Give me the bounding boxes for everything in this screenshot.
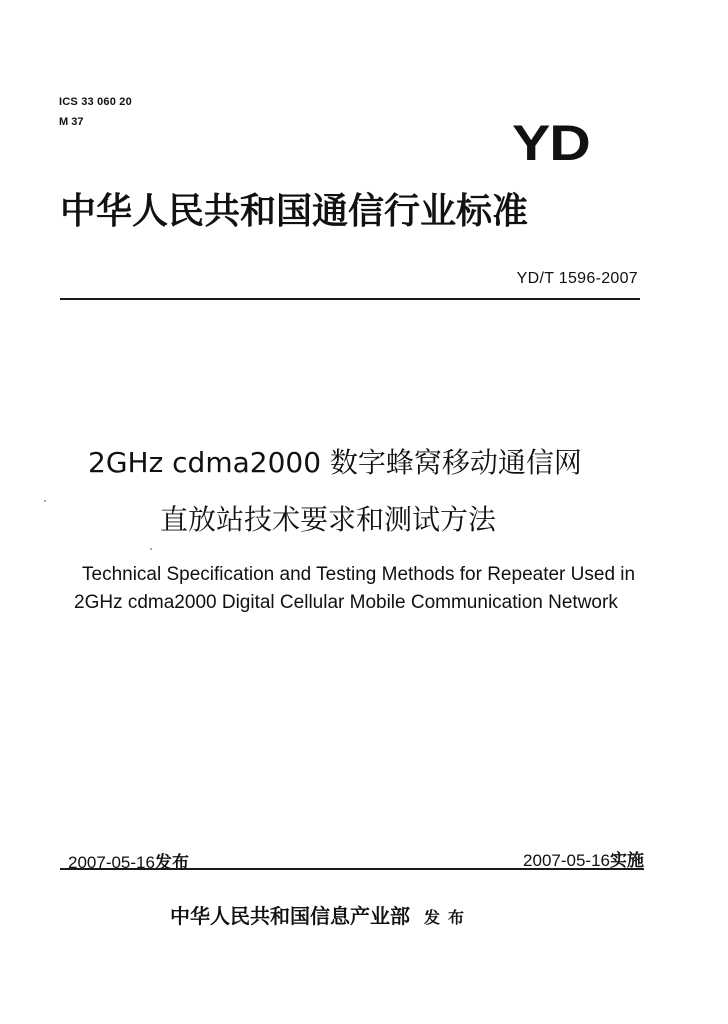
scan-speck: [44, 500, 46, 502]
ics-code: ICS 33 060 20: [59, 96, 132, 108]
chinese-title-line1: 2GHz cdma2000 数字蜂窝移动通信网: [88, 446, 582, 479]
chinese-title-line2: 直放站技术要求和测试方法: [160, 503, 497, 536]
issue-date-label: 发布: [154, 853, 189, 873]
yd-logo: YD: [512, 115, 590, 171]
standard-type-heading: 中华人民共和国通信行业标准: [60, 191, 529, 232]
publisher: [170, 900, 472, 929]
issue-date-value: 2007-05-16: [68, 853, 155, 872]
bottom-divider: [60, 868, 644, 870]
english-title-line2: 2GHz cdma2000 Digital Cellular Mobile Communication Network: [74, 592, 618, 613]
publisher-action: 发布: [424, 908, 473, 927]
scan-speck: [150, 548, 152, 550]
top-divider: [60, 298, 640, 300]
classification-code: M 37: [59, 116, 84, 128]
implementation-date-value: 2007-05-16: [523, 851, 610, 870]
implementation-date-label: 实施: [610, 851, 644, 871]
standard-number: YD/T 1596-2007: [516, 270, 638, 287]
publisher-name: 中华人民共和国信息产业部: [170, 904, 410, 928]
english-title-line1: Technical Specification and Testing Methods for Repeater Used in: [82, 564, 636, 585]
